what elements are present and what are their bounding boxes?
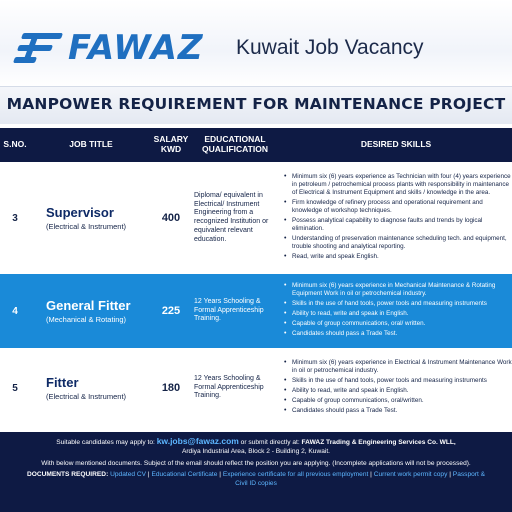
skill-item: • Ability to read, write and speak in English. <box>284 310 512 318</box>
skill-item: • Firm knowledge of refinery process and operational requirement and knowledge of workshop techniques. <box>284 199 512 215</box>
page-title: MANPOWER REQUIREMENT FOR MAINTENANCE PROJECT <box>6 95 506 113</box>
row-education: 12 Years Schooling & Formal Apprenticeship Training. <box>194 374 264 400</box>
skills-list <box>284 282 512 340</box>
row-salary: 400 <box>161 212 181 224</box>
document-item: Experience certificate for all previous employment <box>222 470 369 478</box>
skill-item: • Possess analytical capability to diagnose faults and trends by logical elimination. <box>284 217 512 233</box>
row-sno: 5 <box>12 382 18 394</box>
table-row <box>0 274 512 348</box>
row-education: 12 Years Schooling & Formal Apprenticeship Training. <box>194 297 264 323</box>
job-subtitle-text: (Electrical & Instrument) <box>46 392 127 401</box>
row-sno: 4 <box>12 305 18 317</box>
document-item: Current work permit copy <box>373 470 448 478</box>
vacancy-text: Job Vacancy <box>304 36 424 59</box>
header-salary <box>152 135 190 155</box>
document-item: Passport & Civil ID copies <box>235 470 486 487</box>
separator: | <box>449 470 451 478</box>
email-link[interactable]: kw.jobs@fawaz.com <box>156 436 239 446</box>
skills-list <box>284 359 512 417</box>
job-vacancy-heading <box>236 36 424 60</box>
header-education <box>190 135 280 155</box>
header-education-line1: EDUCATIONAL <box>204 134 266 145</box>
header-sno: S.NO. <box>3 139 27 150</box>
header <box>0 0 512 86</box>
skill-item: • Understanding of preservation maintenance scheduling tech. and equipment, trouble shooting and analytical reporting. <box>284 235 512 251</box>
footer <box>0 432 512 512</box>
row-job-title <box>30 162 152 274</box>
row-salary: 225 <box>161 305 181 317</box>
fawaz-logo <box>14 28 204 68</box>
table-row <box>0 162 512 274</box>
apply-pre-text: Suitable candidates may apply to: <box>56 439 155 446</box>
documents-required <box>0 471 512 489</box>
skill-item: • Candidates should pass a Trade Test. <box>284 407 512 415</box>
address-text: Ardiya Industrial Area, Block 2 - Building 2, Kuwait. <box>181 447 331 455</box>
skill-item: • Minimum six (6) years experience in Mechanical Maintenance & Rotating Equipment Work in oil or petrochemical industry. <box>284 282 512 298</box>
header-job-title: JOB TITLE <box>69 139 113 150</box>
logo-mark-icon <box>14 31 64 65</box>
job-title-text: General Fitter <box>46 298 131 313</box>
location-text: Kuwait <box>236 36 300 59</box>
skill-item: • Capable of group communications, oral/ written. <box>284 320 512 328</box>
apply-line <box>0 436 512 448</box>
title-band <box>0 86 512 124</box>
job-subtitle-text: (Electrical & Instrument) <box>46 222 127 231</box>
skill-item: • Capable of group communications, oral/written. <box>284 397 512 405</box>
row-skills <box>280 162 512 274</box>
apply-mid-text: or submit directly at: <box>240 439 300 446</box>
document-item: Educational Certificate <box>151 470 218 478</box>
table-row <box>0 348 512 428</box>
separator: | <box>370 470 372 478</box>
skill-item: • Minimum six (6) years experience in Electrical & Instrument Maintenance Work in oil or petrochemical industry. <box>284 359 512 375</box>
row-sno: 3 <box>12 212 18 224</box>
company-text: FAWAZ Trading & Engineering Services Co. WLL, <box>301 439 456 446</box>
header-salary-line1: SALARY <box>153 134 189 145</box>
row-skills <box>280 348 512 428</box>
skill-item: • Minimum six (6) years experience as Technician with four (4) years experience in petroleum / petrochemical process plants with responsibility in maintenance of Electrical & Instrument Equipment and skills / knowledge in the area. <box>284 173 512 197</box>
header-salary-line2: KWD <box>160 144 182 154</box>
skill-item: • Ability to read, write and speak in English. <box>284 387 512 395</box>
skills-list <box>284 173 512 263</box>
row-skills <box>280 274 512 348</box>
separator: | <box>219 470 221 478</box>
skill-item: • Candidates should pass a Trade Test. <box>284 330 512 338</box>
row-job-title <box>30 274 152 348</box>
documents-label: DOCUMENTS REQUIRED: <box>26 470 109 478</box>
header-desired-skills: DESIRED SKILLS <box>360 139 432 150</box>
skill-item: • Skills in the use of hand tools, power tools and measuring instruments <box>284 377 512 385</box>
document-item: Updated CV <box>110 470 147 478</box>
header-education-line2: QUALIFICATION <box>202 144 268 154</box>
job-title-text: Supervisor <box>46 205 114 220</box>
row-salary: 180 <box>161 382 181 394</box>
job-subtitle-text: (Mechanical & Rotating) <box>46 315 127 324</box>
row-job-title <box>30 348 152 428</box>
skill-item: • Skills in the use of hand tools, power tools and measuring instruments <box>284 300 512 308</box>
row-education: Diploma/ equivalent in Electrical/ Instrument Engineering from a recognized Institution or equivalent relevant education. <box>194 191 269 243</box>
separator: | <box>147 470 150 478</box>
note-text: With below mentioned documents. Subject of the email should reflect the position you are applying. (Incomplete applications will not be processed). <box>41 459 471 467</box>
skill-item: • Read, write and speak English. <box>284 253 512 261</box>
logo-text: FAWAZ <box>68 28 204 68</box>
table-header <box>0 128 512 162</box>
job-title-text: Fitter <box>46 375 79 390</box>
